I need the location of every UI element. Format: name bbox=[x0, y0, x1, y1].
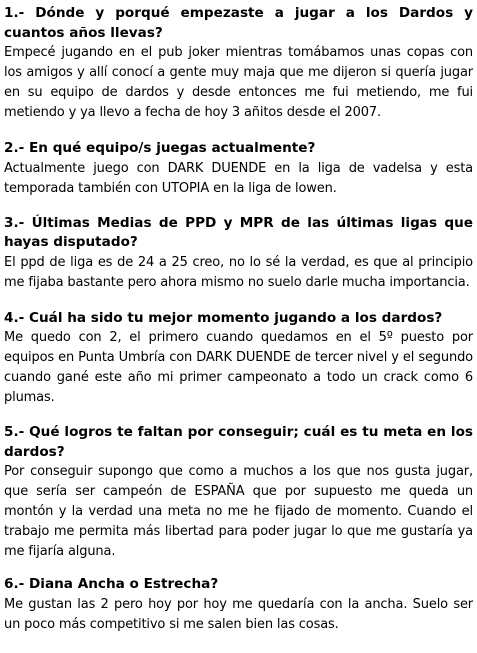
question-2: 2.- En qué equipo/s juegas actualmente? bbox=[4, 140, 316, 156]
question-5: 5.- Qué logros te faltan por conseguir; cuál es tu meta en los dardos? bbox=[4, 424, 473, 460]
qa-item-1 bbox=[4, 4, 473, 123]
qa-item-3 bbox=[4, 214, 473, 293]
qa-item-4 bbox=[4, 309, 473, 409]
qa-item-6 bbox=[4, 575, 473, 635]
question-6: 6.- Diana Ancha o Estrecha? bbox=[4, 576, 219, 592]
answer-1: Empecé jugando en el pub joker mientras tomábamos unas copas con los amigos y allí conocí a gente muy maja que me dijeron si quería jugar en su equipo de dardos y desde entonces me fui metiendo, me fui metiendo y ya llevo a fecha de hoy 3 añitos desde el 2007. bbox=[4, 45, 473, 120]
answer-5: Por conseguir supongo que como a muchos a los que nos gusta jugar, que sería ser campeón de ESPAÑA que por supuesto me queda un montón y la verdad una meta no me he fijado de momento. Cuando el trabajo me permita más libertad para poder jugar lo que me gustaría ya me fijaría alguna. bbox=[4, 464, 473, 559]
answer-4: Me quedo con 2, el primero cuando quedamos en el 5º puesto por equipos en Punta Umbría con DARK DUENDE de tercer nivel y el segundo cuando gané este año mi primer campeonato a todo un crack como 6 plumas. bbox=[4, 330, 473, 405]
qa-item-2 bbox=[4, 139, 473, 199]
answer-6: Me gustan las 2 pero hoy por hoy me quedaría con la ancha. Suelo ser un poco más competitivo si me salen bien las cosas. bbox=[4, 596, 473, 632]
qa-item-5 bbox=[4, 423, 473, 562]
answer-2: Actualmente juego con DARK DUENDE en la liga de vadelsa y esta temporada también con UTOPIA en la liga de lowen. bbox=[4, 160, 473, 196]
question-3: 3.- Últimas Medias de PPD y MPR de las últimas ligas que hayas disputado? bbox=[4, 214, 473, 250]
question-1: 1.- Dónde y porqué empezaste a jugar a los Dardos y cuantos años llevas? bbox=[4, 5, 473, 41]
answer-3: El ppd de liga es de 24 a 25 creo, no lo sé la verdad, es que al principio me fijaba bastante pero ahora mismo no suelo darle mucha importancia. bbox=[4, 254, 473, 290]
question-4: 4.- Cuál ha sido tu mejor momento jugando a los dardos? bbox=[4, 309, 443, 326]
